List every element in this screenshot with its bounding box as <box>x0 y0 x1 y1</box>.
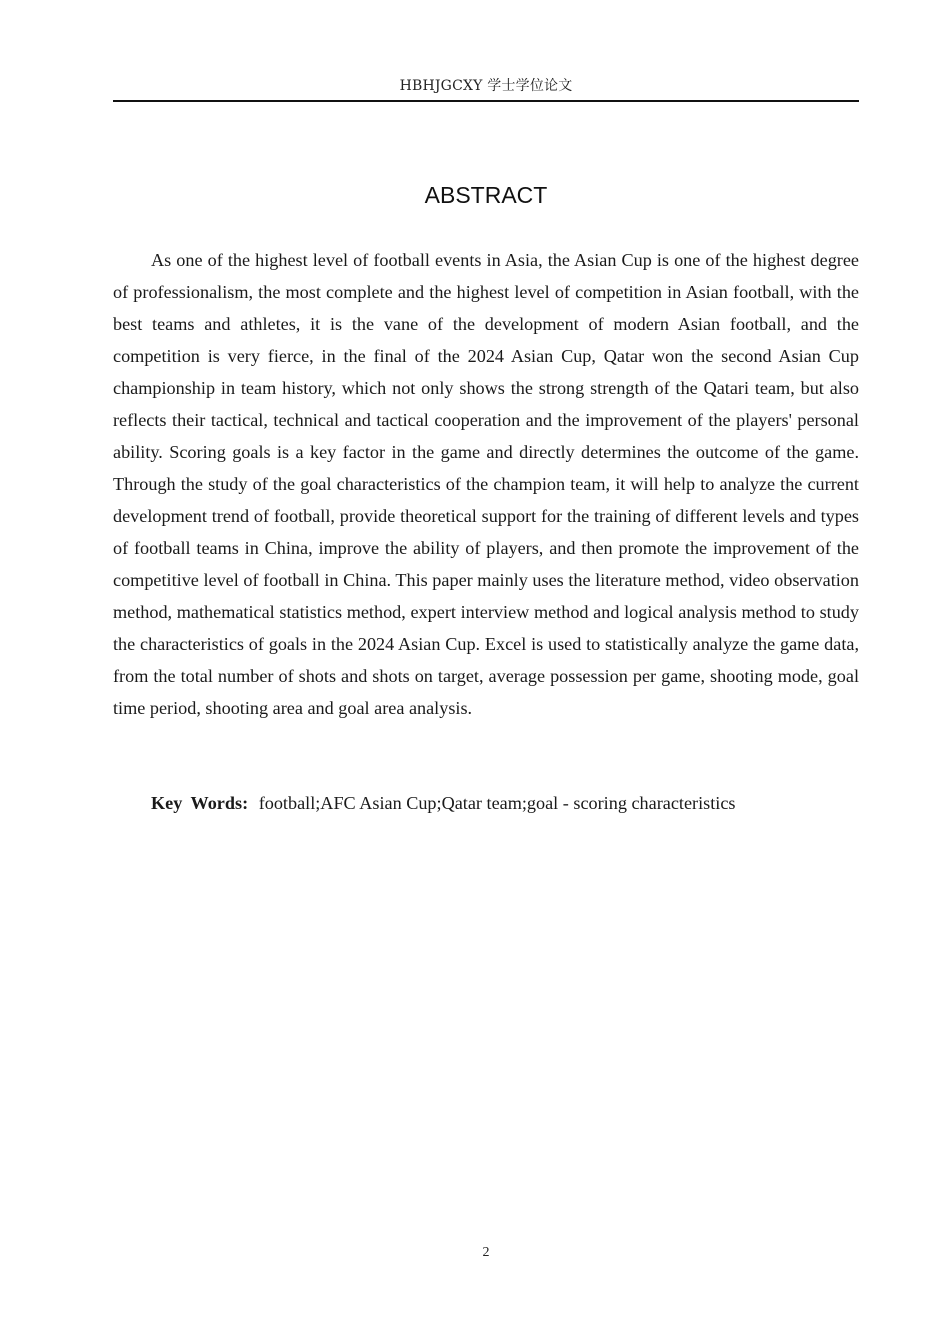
page-number: 2 <box>482 1245 490 1260</box>
abstract-body: As one of the highest level of football events in Asia, the Asian Cup is one of the highest degree of professionalism, the most complete and the highest level of competition in Asian football, with the best teams and athletes, it is the vane of the development of modern Asian football, and the competition is very fierce, in the final of the 2024 Asian Cup, Qatar won the second Asian Cup championship in team history, which not only shows the strong strength of the Qatari team, but also reflects their tactical, technical and tactical cooperation and the improvement of the players' personal ability. Scoring goals is a key factor in the game and directly determines the outcome of the game. Through the study of the goal characteristics of the champion team, it will help to analyze the current development trend of football, provide theoretical support for the training of different levels and types of football teams in China, improve the ability of players, and then promote the improvement of the competitive level of football in China. This paper mainly uses the literature method, video observation method, mathematical statistics method, expert interview method and logical analysis method to study the characteristics of goals in the 2024 Asian Cup. Excel is used to statistically analyze the game data, from the total number of shots and shots on target, average possession per game, shooting mode, goal time period, shooting area and goal area analysis. <box>113 250 859 718</box>
page-header: HBHJGCXY 学士学位论文 <box>399 78 573 94</box>
keywords-line <box>151 788 859 818</box>
abstract-title: ABSTRACT <box>424 182 548 208</box>
header-divider <box>113 100 859 102</box>
keywords-label: Key Words: <box>151 793 249 813</box>
keywords-value: football;AFC Asian Cup;Qatar team;goal - scoring characteristics <box>258 793 736 813</box>
